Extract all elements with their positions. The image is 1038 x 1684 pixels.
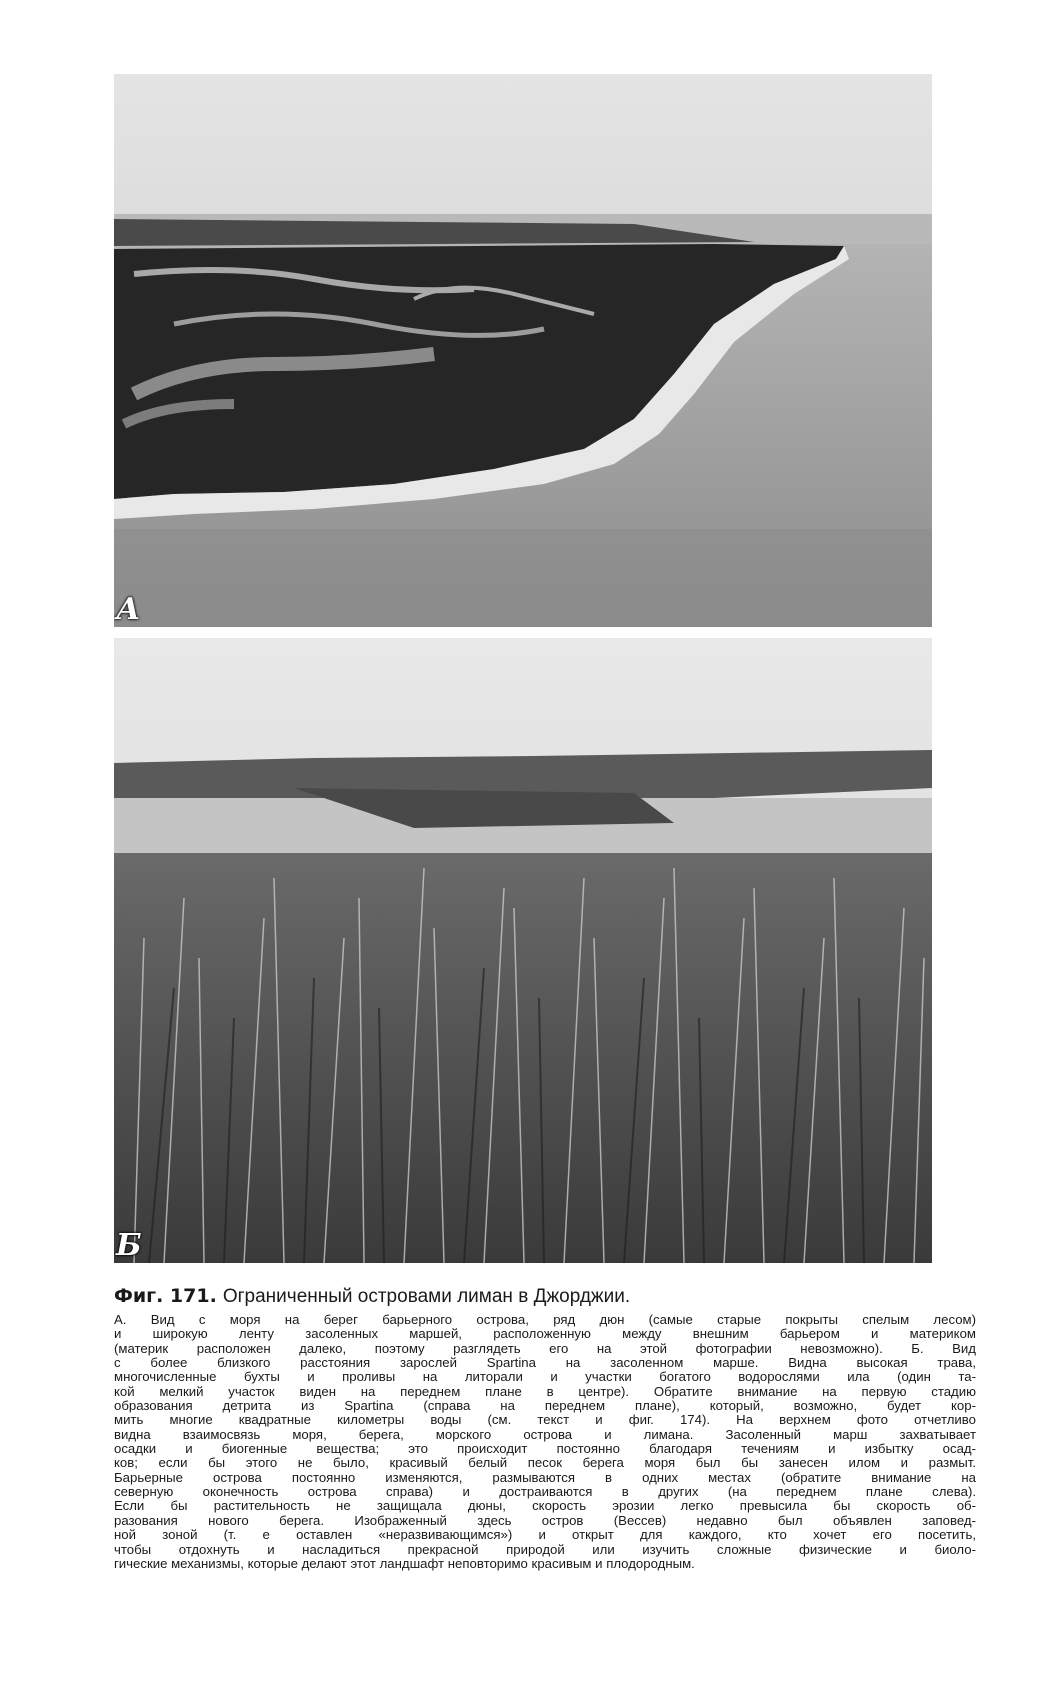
caption-line: А. Вид с моря на берег барьерного острова, ряд дюн (самые старые покрыты спелым лесом): [114, 1313, 976, 1327]
photo-b-image: [114, 638, 932, 1263]
caption-line: ков; если бы этого не было, красивый белый песок берега моря был бы занесен илом и размыт.: [114, 1456, 976, 1471]
caption-line: и широкую ленту засоленных маршей, расположенную между внешним барьером и материком: [114, 1327, 976, 1342]
photo-a-image: [114, 74, 932, 627]
panel-label-b: Б: [116, 1228, 142, 1263]
panel-label-a: А: [116, 592, 141, 627]
photo-spartina-marsh: [114, 638, 932, 1263]
caption-title: [114, 1283, 976, 1310]
photo-barrier-island: [114, 74, 932, 627]
caption-line: северную оконечность острова справа) и достраиваются в других (на переднем плане слева).: [114, 1485, 976, 1500]
caption-line: чтобы отдохнуть и насладиться прекрасной природой или изучить сложные физические и биоло-: [114, 1542, 976, 1557]
caption-line: гические механизмы, которые делают этот ландшафт неповторимо красивым и плодородным.: [114, 1556, 695, 1571]
caption-line: Барьерные острова постоянно изменяются, размываются в одних местах (обратите внимание на: [114, 1470, 976, 1485]
figure-caption: [114, 1283, 976, 1571]
caption-line: с более близкого расстояния зарослей Spartina на засоленном марше. Видна высокая трава,: [114, 1356, 976, 1371]
caption-line: видна взаимосвязь моря, берега, морского острова и лимана. Засоленный марш захватывает: [114, 1427, 976, 1442]
caption-line: разования нового берега. Изображенный здесь остров (Вессев) недавно был объявлен заповед-: [114, 1513, 976, 1528]
caption-line: (материк расположен далеко, поэтому разглядеть его на этой фотографии невозможно). Б. Вид: [114, 1341, 976, 1356]
caption-line: кой мелкий участок виден на переднем плане в центре). Обратите внимание на первую стадию: [114, 1384, 976, 1399]
figure-title: Ограниченный островами лиман в Джорджии.: [222, 1286, 631, 1307]
caption-body: [114, 1313, 976, 1571]
caption-line: осадки и биогенные вещества; это происходит постоянно благодаря течениям и избытку осад-: [114, 1442, 976, 1457]
caption-line: образования детрита из Spartina (справа на переднем плане), который, возможно, будет кор-: [114, 1399, 976, 1414]
caption-line: ной зоной (т. е оставлен «неразвивающимся») и открыт для каждого, кто хочет его посетить,: [114, 1528, 976, 1543]
figure-number: Фиг. 171.: [114, 1285, 217, 1307]
caption-line: Если бы растительность не защищала дюны, скорость эрозии легко превысила бы скорость об-: [114, 1499, 976, 1514]
caption-line: многочисленные бухты и проливы на литорали и участки богатого водорослями ила (один та-: [114, 1370, 976, 1385]
caption-line: мить многие квадратные километры воды (см. текст и фиг. 174). На верхнем фото отчетливо: [114, 1413, 976, 1428]
